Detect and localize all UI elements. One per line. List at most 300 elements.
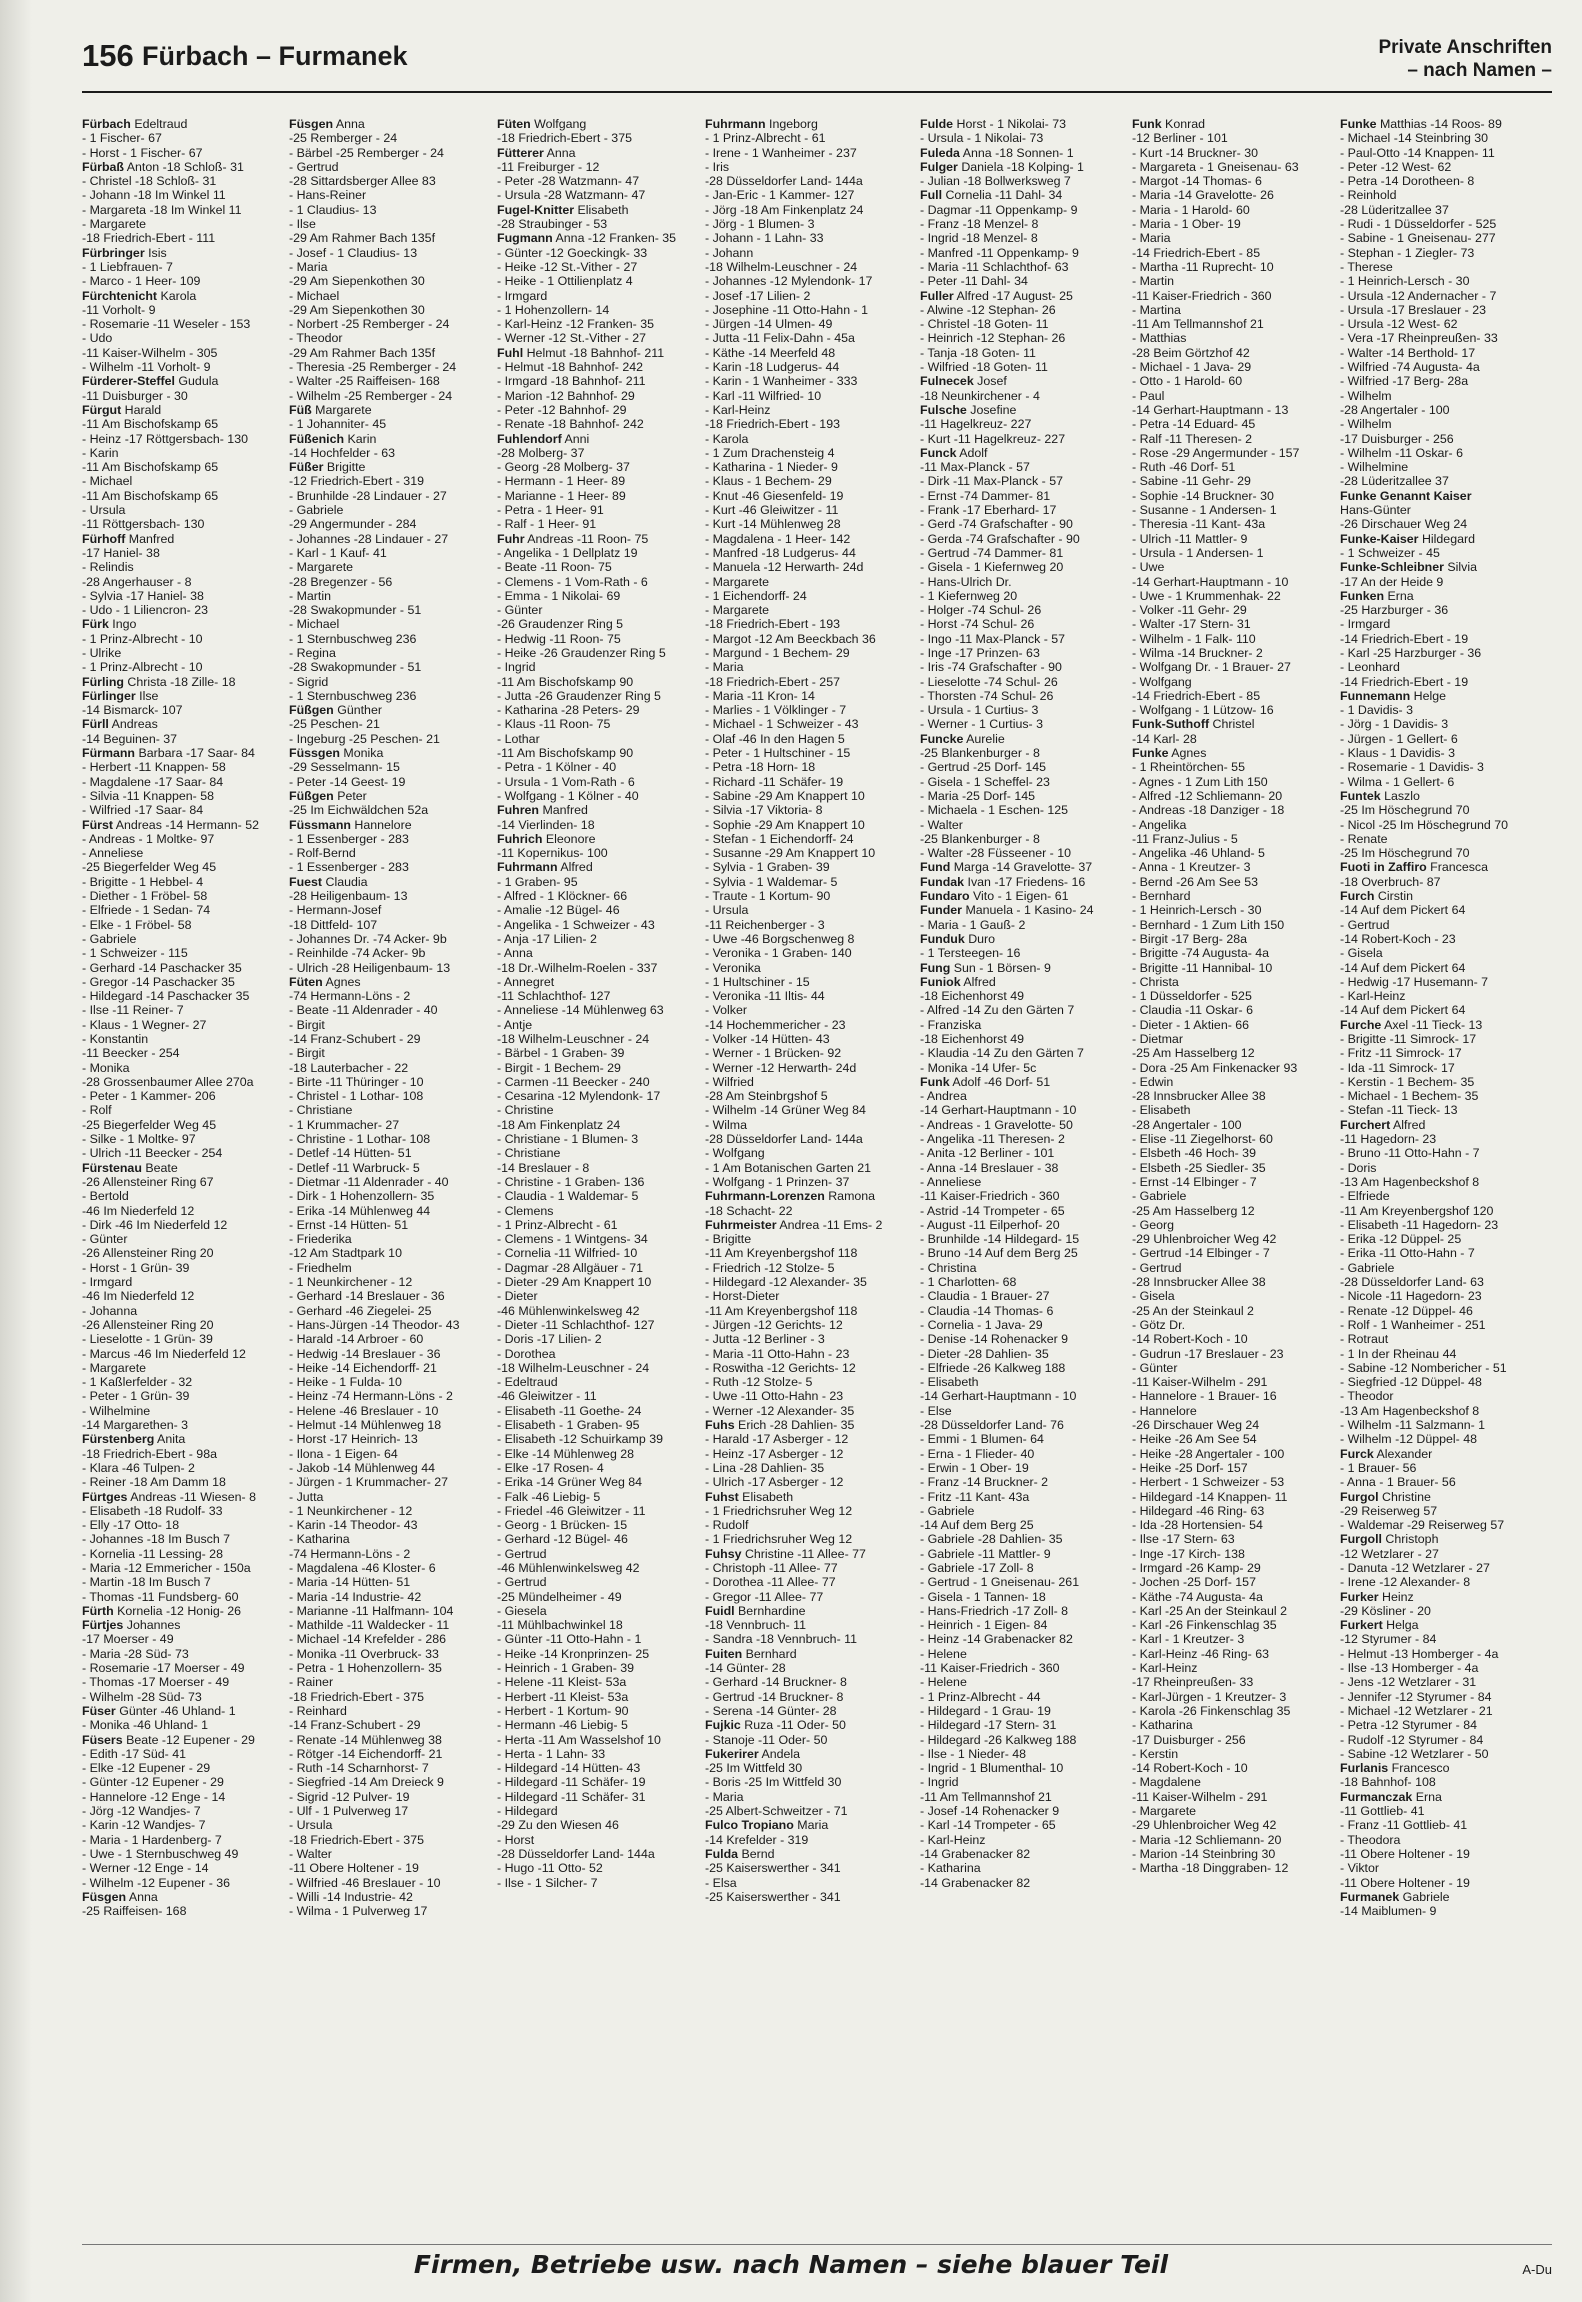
directory-entry [920,717,1157,731]
surname-entry [920,446,1157,460]
directory-entry [497,818,734,832]
directory-entry [497,1790,734,1804]
entry-text: - Margarete [82,217,147,232]
directory-entry [289,1790,526,1804]
directory-entry [1132,174,1369,188]
entry-text: - Hildegard -26 Kalkweg 188 [920,1732,1077,1747]
entry-text: - 1 Davidis- 3 [1340,703,1413,718]
header-rule [82,91,1552,93]
entry-text: -28 Lüderitzallee 37 [1340,474,1449,489]
entry-text: - Franz -11 Gottlieb- 41 [1340,1818,1468,1833]
directory-entry [497,1089,734,1103]
directory-entry [497,546,734,560]
entry-text: -28 Sittardsberger Allee 83 [289,174,436,189]
entry-text: - Michael [82,474,133,489]
directory-entry [1132,1246,1369,1260]
directory-entry [289,146,526,160]
entry-text: - Brigitte -11 Hannibal- 10 [1132,960,1273,975]
entry-text: - Herta - 1 Lahn- 33 [497,1746,606,1761]
entry-text: - Margareta - 1 Gneisenau- 63 [1132,159,1299,174]
entry-text: - Elke -12 Eupener - 29 [82,1761,211,1776]
entry-text: - Doris [1340,1160,1377,1175]
entry-text: - Relindis [82,560,134,575]
entry-text: - Reinhold [1340,188,1397,203]
directory-entry [1132,1289,1369,1303]
directory-entry [1132,303,1369,317]
entry-text: Silvia [1443,560,1478,575]
directory-entry [1340,1161,1552,1175]
entry-text: -11 Am Bischofskamp 65 [82,488,219,503]
entry-text: - Gerhard -46 Ziegelei- 25 [289,1303,432,1318]
directory-entry [1132,1518,1369,1532]
directory-entry [1340,446,1552,460]
entry-text: - Irmgard [497,288,548,303]
directory-entry [1132,1861,1369,1875]
surname: Fürst [82,817,113,832]
surname-entry [920,961,1157,975]
directory-entry [705,1432,942,1446]
directory-entry [1132,489,1369,503]
directory-entry [920,617,1157,631]
entry-text: - Herta -11 Am Wasselshof 10 [497,1732,661,1747]
entry-text: - Katharina - 1 Nieder- 9 [705,460,838,475]
directory-entry [1340,131,1552,145]
directory-entry [1340,1718,1552,1732]
directory-entry [920,1389,1157,1403]
entry-text: - Petra -18 Horn- 18 [705,760,816,775]
entry-text: - Maria -12 Schliemann- 20 [1132,1832,1282,1847]
directory-entry [705,646,942,660]
directory-entry [82,1032,319,1046]
entry-text: - Helmut -13 Homberger - 4a [1340,1646,1499,1661]
surname: Füsgen [82,1889,127,1904]
entry-text: - Norbert -25 Remberger - 24 [289,317,450,332]
entry-text: -13 Am Hagenbeckshof 8 [1340,1403,1480,1418]
directory-entry [289,1304,526,1318]
directory-entry [1340,1204,1552,1218]
directory-entry [1132,1618,1369,1632]
directory-entry [82,389,319,403]
directory-entry [289,1532,526,1546]
entry-text: -11 Am Bischofskamp 65 [82,417,219,432]
surname: Fugel-Knitter [497,202,575,217]
directory-entry [920,818,1157,832]
entry-text: - Brigitte -74 Augusta- 4a [1132,946,1270,961]
entry-text: -28 Swakopmunder - 51 [289,660,422,675]
directory-entry [82,1818,319,1832]
entry-text: - Dagmar -28 Allgäuer - 71 [497,1260,644,1275]
surname-entry [920,1075,1157,1089]
directory-entry [705,1876,942,1890]
entry-text: - Christina [920,1260,977,1275]
surname-entry [705,1818,942,1832]
surname: Funnemann [1340,688,1411,703]
directory-entry [705,1804,942,1818]
entry-text: - Dorothea -11 Allee- 77 [705,1575,836,1590]
entry-text: - Josephine -11 Otto-Hahn - 1 [705,302,868,317]
directory-entry [82,317,319,331]
entry-text: Ingeborg [765,117,818,131]
entry-text: - Wilma [705,1117,747,1132]
directory-entry [497,1804,734,1818]
directory-entry [705,746,942,760]
entry-text: - 1 Am Botanischen Garten 21 [705,1160,871,1175]
entry-text: - Dora -25 Am Finkenacker 93 [1132,1060,1298,1075]
entry-text: -14 Gerhart-Hauptmann - 10 [1132,574,1289,589]
directory-entry [289,632,526,646]
entry-text: - Ida -28 Hortensien- 54 [1132,1518,1263,1533]
entry-text: - Jürgen - 1 Gellert- 6 [1340,731,1458,746]
directory-entry [289,1490,526,1504]
entry-text: -25 Albert-Schweitzer - 71 [705,1804,848,1819]
directory-entry [1132,575,1369,589]
entry-text: -17 Moerser - 49 [82,1632,174,1647]
directory-entry [920,675,1157,689]
entry-text: - Beate -11 Roon- 75 [497,560,612,575]
directory-entry [920,789,1157,803]
entry-text: Andela [758,1746,801,1761]
entry-text: -18 Wilhelm-Leuschner - 24 [497,1360,650,1375]
directory-entry [82,832,319,846]
directory-entry [82,946,319,960]
directory-entry [1340,174,1552,188]
entry-text: - Hedwig -17 Husemann- 7 [1340,974,1489,989]
entry-text: - Jürgen -14 Ulmen- 49 [705,317,833,332]
entry-text: - Ingrid -18 Menzel- 8 [920,231,1038,246]
entry-text: - Irmgard -26 Kamp- 29 [1132,1560,1261,1575]
surname-entry [82,374,319,388]
entry-text: - Maria -28 Süd- 73 [82,1646,189,1661]
entry-text: - Anneliese -14 Mühlenweg 63 [497,1003,664,1018]
directory-entry [1340,703,1552,717]
entry-text: - 1 Friedrichsruher Weg 12 [705,1532,853,1547]
directory-entry [1132,1747,1369,1761]
directory-entry [705,246,942,260]
directory-entry [920,389,1157,403]
surname: Fürth [82,1603,114,1618]
entry-text: - 1 Sternbuschweg 236 [289,688,417,703]
entry-text: - Claudia -14 Thomas- 6 [920,1303,1054,1318]
surname-entry [289,975,526,989]
directory-entry [705,617,942,631]
entry-text: - Uwe -11 Otto-Hahn - 23 [705,1389,844,1404]
entry-text: - Walter -14 Berthold- 17 [1340,345,1476,360]
entry-text: -14 Gerhart-Hauptmann - 13 [1132,402,1289,417]
directory-entry [82,417,319,431]
surname: Fuoti in Zaffiro [1340,860,1427,875]
entry-text: - Clemens [497,1203,554,1218]
directory-entry [82,1661,319,1675]
entry-text: Claudia [322,874,368,889]
directory-entry [1340,217,1552,231]
directory-entry [1340,975,1552,989]
entry-text: - Willi -14 Industrie- 42 [289,1889,413,1904]
entry-text: -18 Friedrich-Ebert - 375 [289,1832,424,1847]
directory-entry [289,1318,526,1332]
surname: Fürk [82,617,109,632]
entry-text: - 1 Heinrich-Lersch - 30 [1132,903,1262,918]
entry-text: Christa -18 Zille- 18 [123,674,236,689]
entry-text: - Karl-Heinz [705,402,771,417]
directory-entry [289,860,526,874]
directory-entry [1340,1475,1552,1489]
entry-text: - 1 Kaßlerfelder - 32 [82,1375,193,1390]
entry-text: - Helene [920,1675,967,1690]
entry-text: - Ernst -14 Hütten- 51 [289,1217,409,1232]
directory-entry [497,403,734,417]
entry-text: Christoph [1381,1532,1439,1547]
entry-text: - Udo - 1 Liliencron- 23 [82,603,209,618]
entry-text: -29 Uhlenbroicher Weg 42 [1132,1232,1277,1247]
entry-text: - Vera -17 Rheinpreußen- 33 [1340,331,1498,346]
entry-text: - Hedwig -14 Breslauer - 36 [289,1346,441,1361]
entry-text: - Gerhard -12 Bügel- 46 [497,1532,628,1547]
directory-entry [82,146,319,160]
entry-text: Anna [126,1889,158,1904]
entry-text: - Maria [705,1789,744,1804]
entry-text: - Johannes Dr. -74 Acker- 9b [289,931,447,946]
entry-text: - Sabine - 1 Gneisenau- 277 [1340,231,1496,246]
directory-entry [1340,160,1552,174]
entry-text: - 1 Liebfrauen- 7 [82,259,173,274]
entry-text: -25 Am Hasselberg 12 [1132,1046,1255,1061]
surname: Funduk [920,931,965,946]
directory-entry [82,1289,319,1303]
directory-entry [497,575,734,589]
entry-text: - Michael -14 Krefelder - 286 [289,1632,447,1647]
entry-text: Anna -18 Sonnen- 1 [959,145,1074,160]
directory-entry [705,946,942,960]
entry-text: -18 Friedrich-Ebert - 193 [705,617,840,632]
surname: Furchert [1340,1117,1391,1132]
directory-entry [1132,932,1369,946]
entry-text: - Michael [289,288,340,303]
entry-text: -18 Overbruch- 87 [1340,874,1441,889]
entry-text: - Knut -46 Giesenfeld- 19 [705,488,844,503]
entry-text: - Lieselotte - 1 Grün- 39 [82,1332,213,1347]
entry-text: - Horst - 1 Grün- 39 [82,1260,190,1275]
directory-entry [1340,1375,1552,1389]
surname-entry [82,403,319,417]
surname: Füßer [289,460,324,475]
entry-text: -25 Peschen- 21 [289,717,380,732]
directory-entry [1132,160,1369,174]
directory-entry [705,703,942,717]
surname-entry [920,732,1157,746]
entry-text: -14 Bismarck- 107 [82,703,183,718]
directory-entry [920,1690,1157,1704]
entry-text: Francesco [1388,1761,1450,1776]
directory-entry [289,1204,526,1218]
directory-entry [920,317,1157,331]
entry-text: - Monika -11 Overbruck- 33 [289,1646,439,1661]
entry-text: - Ernst -14 Elbinger - 7 [1132,1174,1257,1189]
entry-text: - Thomas -11 Fundsberg- 60 [82,1589,239,1604]
entry-text: - Regina [289,645,336,660]
entry-text: - Petra - 1 Hohenzollern- 35 [289,1661,442,1676]
entry-text: - Gertrud - 1 Gneisenau- 261 [920,1575,1080,1590]
directory-entry [705,1861,942,1875]
directory-entry [705,1161,942,1175]
surname-entry [82,818,319,832]
entry-text: - Wilhelm [1340,388,1392,403]
directory-entry [1132,1461,1369,1475]
directory-entry [289,360,526,374]
entry-text: - Gertrud -25 Dorf- 145 [920,760,1047,775]
footer-code: A-Du [1522,2262,1552,2277]
directory-entry [1340,675,1552,689]
directory-entry [920,1003,1157,1017]
entry-text: Matthias -14 Roos- 89 [1376,117,1502,131]
directory-entry [1340,246,1552,260]
directory-entry [1132,1218,1369,1232]
section-title-line1: Private Anschriften [1378,37,1552,58]
directory-entry [497,1847,734,1861]
entry-text: - Hans-Friedrich -17 Zoll- 8 [920,1603,1069,1618]
directory-entry [289,188,526,202]
directory-entry [1132,646,1369,660]
directory-entry [289,1890,526,1904]
directory-entry [705,560,942,574]
entry-text: - Herbert - 1 Schweizer - 53 [1132,1475,1285,1490]
surname: Funtek [1340,788,1381,803]
directory-entry [1132,1204,1369,1218]
directory-entry [920,703,1157,717]
entry-text: - Marianne -11 Halfmann- 104 [289,1603,454,1618]
surname: Fuhsy [705,1546,742,1561]
entry-text: - 1 Essenberger - 283 [289,831,409,846]
directory-entry [920,174,1157,188]
directory-entry [705,1204,942,1218]
entry-text: - Bernd -26 Am See 53 [1132,874,1259,889]
directory-entry [1132,760,1369,774]
directory-entry [920,1418,1157,1432]
surname: Fuller [920,288,954,303]
entry-text: - Serena -14 Günter- 28 [705,1703,837,1718]
directory-entry [82,1561,319,1575]
directory-entry [1132,446,1369,460]
surname-entry [920,903,1157,917]
directory-entry [82,1089,319,1103]
entry-text: - Tanja -18 Goten- 11 [920,345,1036,360]
entry-text: - Maria [1132,231,1171,246]
entry-text: - Christine - 1 Graben- 136 [497,1174,645,1189]
entry-text: -18 Friedrich-Ebert - 375 [289,1689,424,1704]
directory-entry [1340,846,1552,860]
directory-entry [1340,875,1552,889]
directory-entry [1340,231,1552,245]
directory-entry [1340,1575,1552,1589]
surname-entry [920,932,1157,946]
surname: Fürtges [82,1489,128,1504]
entry-text: - Erika -14 Grüner Weg 84 [497,1475,643,1490]
entry-text: -18 Friedrich-Ebert - 257 [705,674,840,689]
surname-entry [289,403,526,417]
directory-entry [1132,1447,1369,1461]
entry-text: - Jörg - 1 Davidis- 3 [1340,717,1449,732]
directory-entry [920,231,1157,245]
directory-entry [497,1289,734,1303]
entry-text: - Gerd -74 Grafschafter - 90 [920,517,1073,532]
entry-text: - Gisela - 1 Kiefernweg 20 [920,560,1064,575]
directory-entry [1132,903,1369,917]
directory-entry [705,489,942,503]
page-edge-shadow [0,0,32,2302]
directory-entry [497,1418,734,1432]
directory-entry [1340,260,1552,274]
directory-entry [497,1604,734,1618]
directory-entry [82,1318,319,1332]
entry-text: Sun - 1 Börsen- 9 [950,960,1051,975]
entry-text: -11 Kopernikus- 100 [497,846,608,861]
directory-entry [289,603,526,617]
directory-columns [82,117,1552,2240]
directory-entry [1132,1275,1369,1289]
entry-text: -28 Innsbrucker Allee 38 [1132,1089,1266,1104]
entry-text: Maria [793,1818,829,1833]
entry-text: - Sabine -12 Wetzlarer - 50 [1340,1746,1489,1761]
directory-entry [497,317,734,331]
entry-text: - Karl-Heinz -46 Ring- 63 [1132,1646,1270,1661]
directory-entry [920,1447,1157,1461]
directory-entry [705,289,942,303]
entry-text: - Rolf - 1 Wanheimer - 251 [1340,1317,1486,1332]
entry-text: - Maria -25 Dorf- 145 [920,788,1035,803]
directory-entry [82,517,319,531]
directory-entry [289,1590,526,1604]
entry-text: - Helmut -18 Bahnhof- 242 [497,360,644,375]
entry-text: - 1 Düsseldorfer - 525 [1132,989,1252,1004]
entry-text: Francesca [1426,860,1489,875]
entry-text: Erna [1384,588,1414,603]
surname: Fuhrmann [705,117,766,131]
surname-entry [82,617,319,631]
surname-entry [289,460,526,474]
entry-text: - Katharina [1132,1718,1193,1733]
directory-entry [289,1518,526,1532]
directory-entry [497,1146,734,1160]
directory-entry [497,1876,734,1890]
entry-text: - 1 Graben- 95 [497,874,578,889]
directory-entry [497,1775,734,1789]
surname-entry [1340,589,1552,603]
surname-entry [705,1490,942,1504]
directory-entry [705,1003,942,1017]
directory-entry [1340,389,1552,403]
entry-text: - Ilona - 1 Eigen- 64 [289,1446,398,1461]
entry-text: - Gerhard -14 Breslauer - 36 [289,1289,445,1304]
directory-entry [920,1790,1157,1804]
directory-entry [497,703,734,717]
entry-text: - Klaus - 1 Bechem- 29 [705,474,832,489]
directory-entry [705,1661,942,1675]
directory-entry [1132,317,1369,331]
entry-text: Elisabeth [738,1489,794,1504]
directory-entry [1132,360,1369,374]
surname: Füssmann [289,817,351,832]
entry-text: -29 Uhlenbroicher Weg 42 [1132,1818,1277,1833]
entry-text: -18 Bahnhof- 108 [1340,1775,1436,1790]
entry-text: - Gudrun -17 Breslauer - 23 [1132,1346,1284,1361]
entry-text: Ramona [824,1189,876,1204]
directory-entry [920,775,1157,789]
entry-text: - Carmen -11 Beecker - 240 [497,1074,650,1089]
entry-text: - Sophie -14 Bruckner- 30 [1132,488,1274,503]
directory-entry [497,217,734,231]
entry-text: - Rosemarie -11 Weseler - 153 [82,317,251,332]
directory-entry [1132,1761,1369,1775]
entry-text: -14 Günter- 28 [705,1661,786,1676]
